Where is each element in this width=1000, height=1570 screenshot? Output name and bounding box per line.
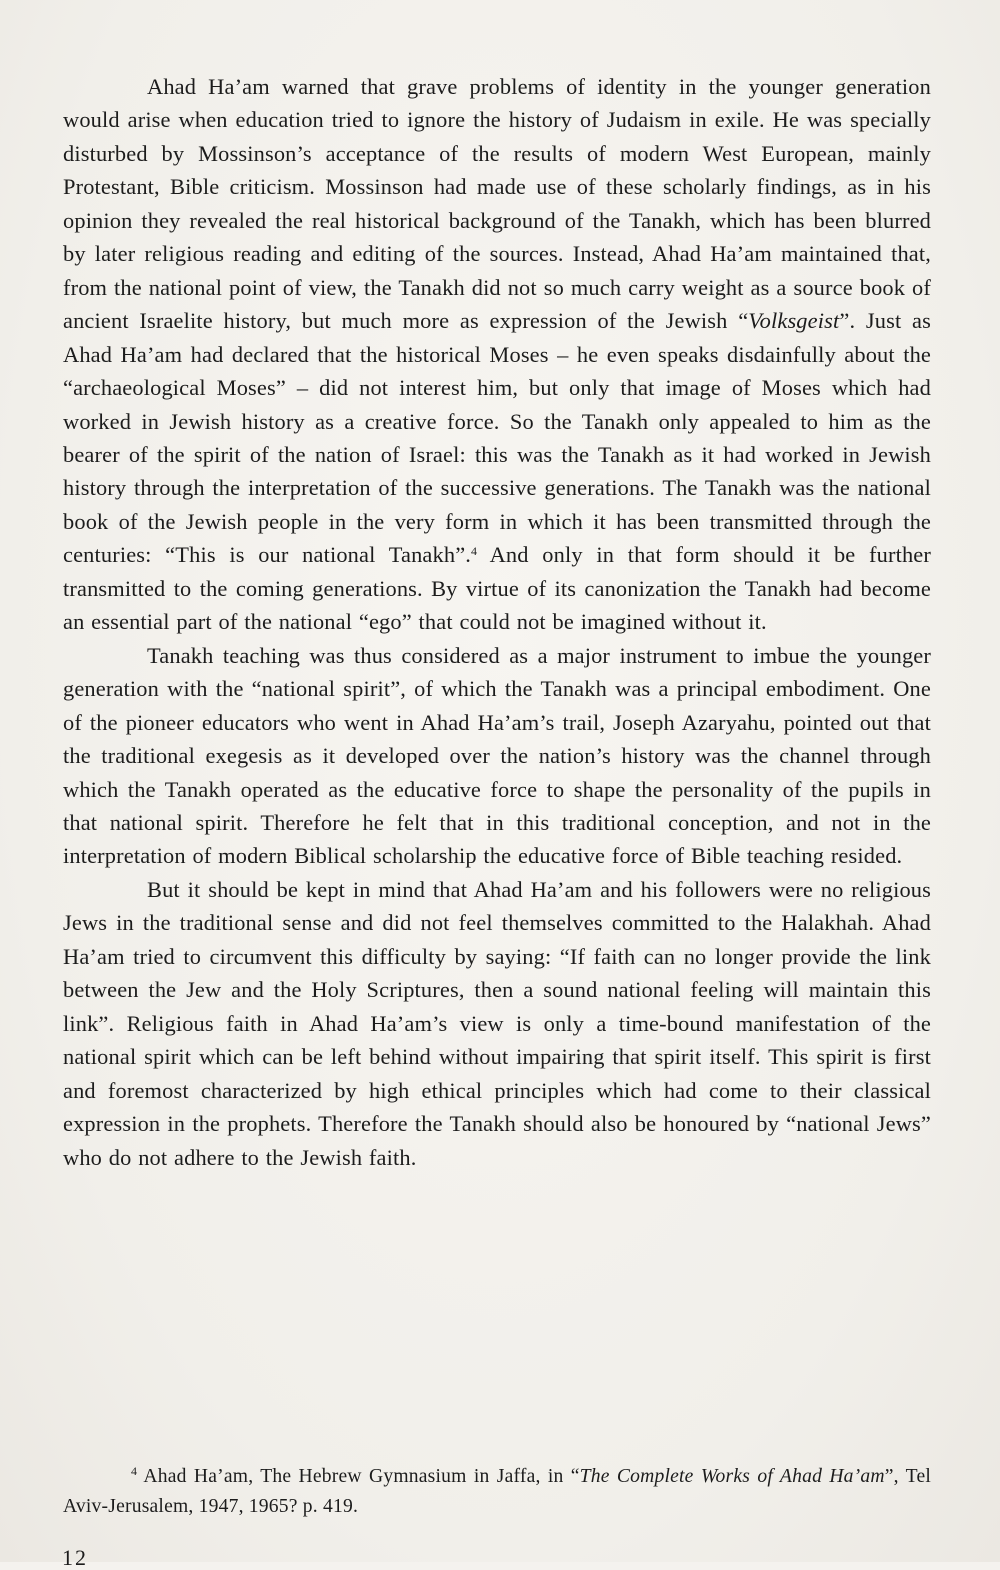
footnote-citation-end: ”, Tel Aviv-Jerusalem, 1947, 1965? p. 419. — [63, 1466, 931, 1517]
paragraph-1-italic-term: Volksgeist — [748, 308, 840, 334]
paragraph-1-text-end: And only in that form should it be further transmitted to the coming generations. By virtue of its canonization the Tanakh had become an essential part of the national “ego” that could not be imagined without it. — [63, 542, 931, 635]
paragraph-1-text-continued: ”. Just as Ahad Ha’am had declared that the historical Moses – he even speaks disdainfully about the “archaeological Moses” – did not interest him, but only that image of Moses which had worked in Jewish history as a creative force. So the Tanakh only appealed to him as the bearer of the spirit of the nation of Israel: this was the Tanakh as it had worked in Jewish history through the interpretation of the successive generations. The Tanakh was the national book of the Jewish people in the very form in which it has been transmitted through the centuries: “This is our national Tanakh”. — [63, 308, 931, 568]
paragraph-2-text: Tanakh teaching was thus considered as a major instrument to imbue the younger generation with the “national spirit”, of which the Tanakh was a principal embodiment. One of the pioneer educators who went in Ahad Ha’am’s trail, Joseph Azaryahu, pointed out that the traditional exegesis as it developed over the nation’s history was the channel through which the Tanakh operated as the educative force to shape the personality of the pupils in that national spirit. Therefore he felt that in this traditional conception, and not in the interpretation of modern Biblical scholarship the educative force of Bible teaching resided. — [63, 642, 931, 869]
footnote-reference[interactable]: 4 — [471, 544, 478, 559]
paragraph-1 — [63, 70, 931, 639]
paragraph-3 — [63, 873, 931, 1174]
footnote-work-title: The Complete Works of Ahad Ha’am — [579, 1466, 885, 1487]
footnote — [63, 1462, 931, 1522]
body-text — [63, 70, 931, 1174]
paragraph-1-text: Ahad Ha’am warned that grave problems of identity in the younger generation would arise when education tried to ignore the history of Judaism in exile. He was specially disturbed by Mossinson’s acceptance of the results of modern West European, mainly Protestant, Bible criticism. Mossinson had made use of these scholarly findings, as in his opinion they revealed the real historical background of the Tanakh, which has been blurred by later religious reading and editing of the sources. Instead, Ahad Ha’am maintained that, from the national point of view, the Tanakh did not so much carry weight as a source book of ancient Israelite history, but much more as expression of the Jewish “ — [63, 74, 931, 334]
footnote-citation: Ahad Ha’am, The Hebrew Gymnasium in Jaffa, in “ — [137, 1466, 580, 1487]
footnote-text — [63, 1462, 931, 1522]
paragraph-2 — [63, 639, 931, 873]
page-number: 12 — [62, 1545, 88, 1570]
footnote-marker: 4 — [131, 1464, 138, 1478]
paragraph-3-text: But it should be kept in mind that Ahad Ha’am and his followers were no religious Jews in the traditional sense and did not feel themselves committed to the Halakhah. Ahad Ha’am tried to circumvent this difficulty by saying: “If faith can no longer provide the link between the Jew and the Holy Scriptures, then a sound national feeling will maintain this link”. Religious faith in Ahad Ha’am’s view is only a time-bound manifestation of the national spirit which can be left behind without impairing that spirit itself. This spirit is first and foremost characterized by high ethical principles which had come to their classical expression in the prophets. Therefore the Tanakh should also be honoured by “national Jews” who do not adhere to the Jewish faith. — [63, 876, 931, 1170]
